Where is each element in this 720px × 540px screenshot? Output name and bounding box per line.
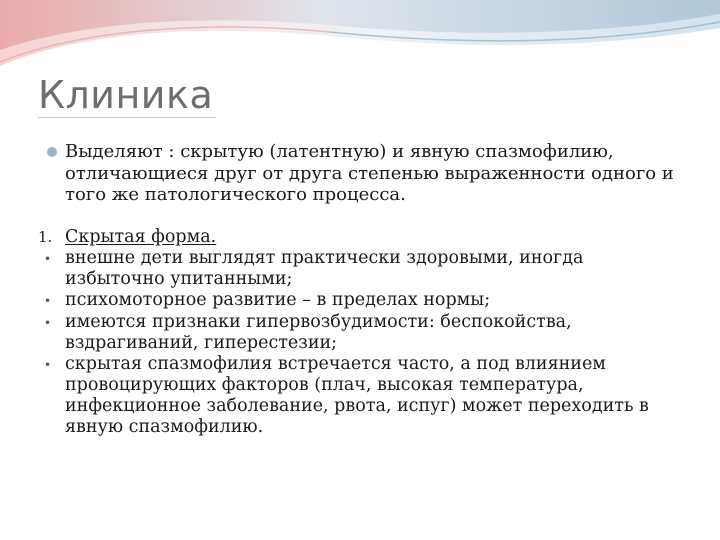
list-item: [44, 290, 684, 312]
round-bullet-icon: [44, 141, 65, 206]
section-title: Скрытая форма.: [65, 226, 217, 247]
slide-title: Клиника: [38, 73, 214, 117]
list-item: [44, 248, 684, 290]
latent-form-list: [38, 226, 684, 438]
intro-text: Выделяют : скрытую (латентную) и явную спазмофилию, отличающиеся друг от друга степенью выраженности одного и того же патологического процесса.: [65, 141, 674, 205]
dot-bullet-icon: •: [44, 251, 52, 266]
dot-bullet-icon: •: [44, 293, 52, 308]
list-item-text: скрытая спазмофилия встречается часто, а под влиянием провоцирующих факторов (плач, высокая температура, инфекционное заболевание, рвота, испуг) может переходить в явную спазмофилию.: [65, 353, 649, 437]
list-item-text: внешне дети выглядят практически здоровыми, иногда избыточно упитанными;: [65, 247, 584, 289]
section-number: 1.: [38, 227, 53, 246]
title-underline: [38, 117, 216, 118]
section-heading: [38, 226, 684, 248]
list-item-text: психомоторное развитие – в пределах нормы;: [65, 289, 491, 310]
dot-bullet-icon: •: [44, 357, 52, 372]
list-item: [44, 354, 684, 438]
header-wave-decoration: [0, 0, 720, 80]
list-item: [44, 312, 684, 354]
dot-bullet-icon: •: [44, 315, 52, 330]
list-item-text: имеются признаки гипервозбудимости: беспокойства, вздрагиваний, гиперестезии;: [65, 311, 572, 353]
slide-body: [38, 141, 684, 438]
intro-bullet: [44, 141, 684, 206]
